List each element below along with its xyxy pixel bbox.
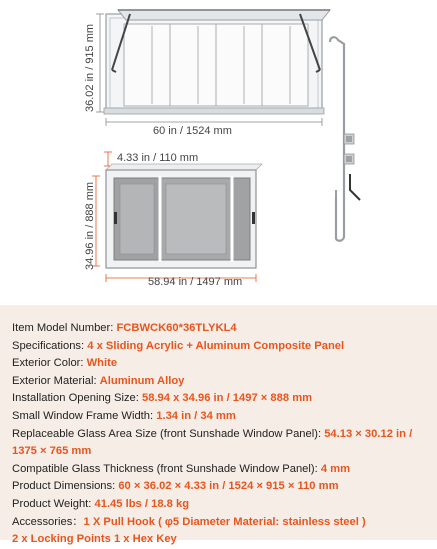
front-width-label: 58.94 in / 1497 mm [148, 276, 243, 288]
hex-key-diagram [350, 174, 360, 200]
spec-line: Replaceable Glass Area Size (front Sunshade Window Panel): 54.13 × 30.12 in / [12, 427, 413, 440]
pull-hook-diagram [330, 37, 344, 241]
awning-window-open-diagram [96, 10, 330, 126]
locking-points-diagram [344, 134, 354, 164]
specifications-panel [0, 305, 437, 546]
spec-line: Small Window Frame Width: 1.34 in / 34 mm [12, 409, 236, 422]
spec-line: Compatible Glass Thickness (front Sunshade Window Panel): 4 mm [12, 462, 351, 475]
spec-line: Installation Opening Size: 58.94 x 34.96 in / 1497 × 888 mm [12, 392, 313, 405]
spec-line: Item Model Number: FCBWCK60*36TLYKL4 [12, 322, 237, 334]
spec-line: Accessories：1 X Pull Hook ( φ5 Diameter Material: stainless steel ) [12, 515, 366, 528]
depth-label: 4.33 in / 110 mm [117, 152, 199, 164]
spec-line: Product Weight: 41.45 lbs / 18.8 kg [12, 497, 190, 510]
spec-line: 1375 × 765 mm [12, 445, 92, 458]
top-height-label: 36.02 in / 915 mm [84, 23, 96, 112]
front-height-label: 34.96 in / 888 mm [84, 181, 96, 270]
spec-line: Exterior Color: White [12, 357, 118, 370]
spec-line: Exterior Material: Aluminum Alloy [12, 374, 185, 387]
spec-line: Product Dimensions: 60 × 36.02 × 4.33 in / 1524 × 915 × 110 mm [12, 480, 339, 493]
top-width-label: 60 in / 1524 mm [153, 125, 232, 137]
window-front-view-diagram [92, 152, 262, 282]
spec-line: 2 x Locking Points 1 x Hex Key [12, 533, 177, 546]
spec-line: Specifications: 4 x Sliding Acrylic + Aluminum Composite Panel [12, 339, 345, 352]
